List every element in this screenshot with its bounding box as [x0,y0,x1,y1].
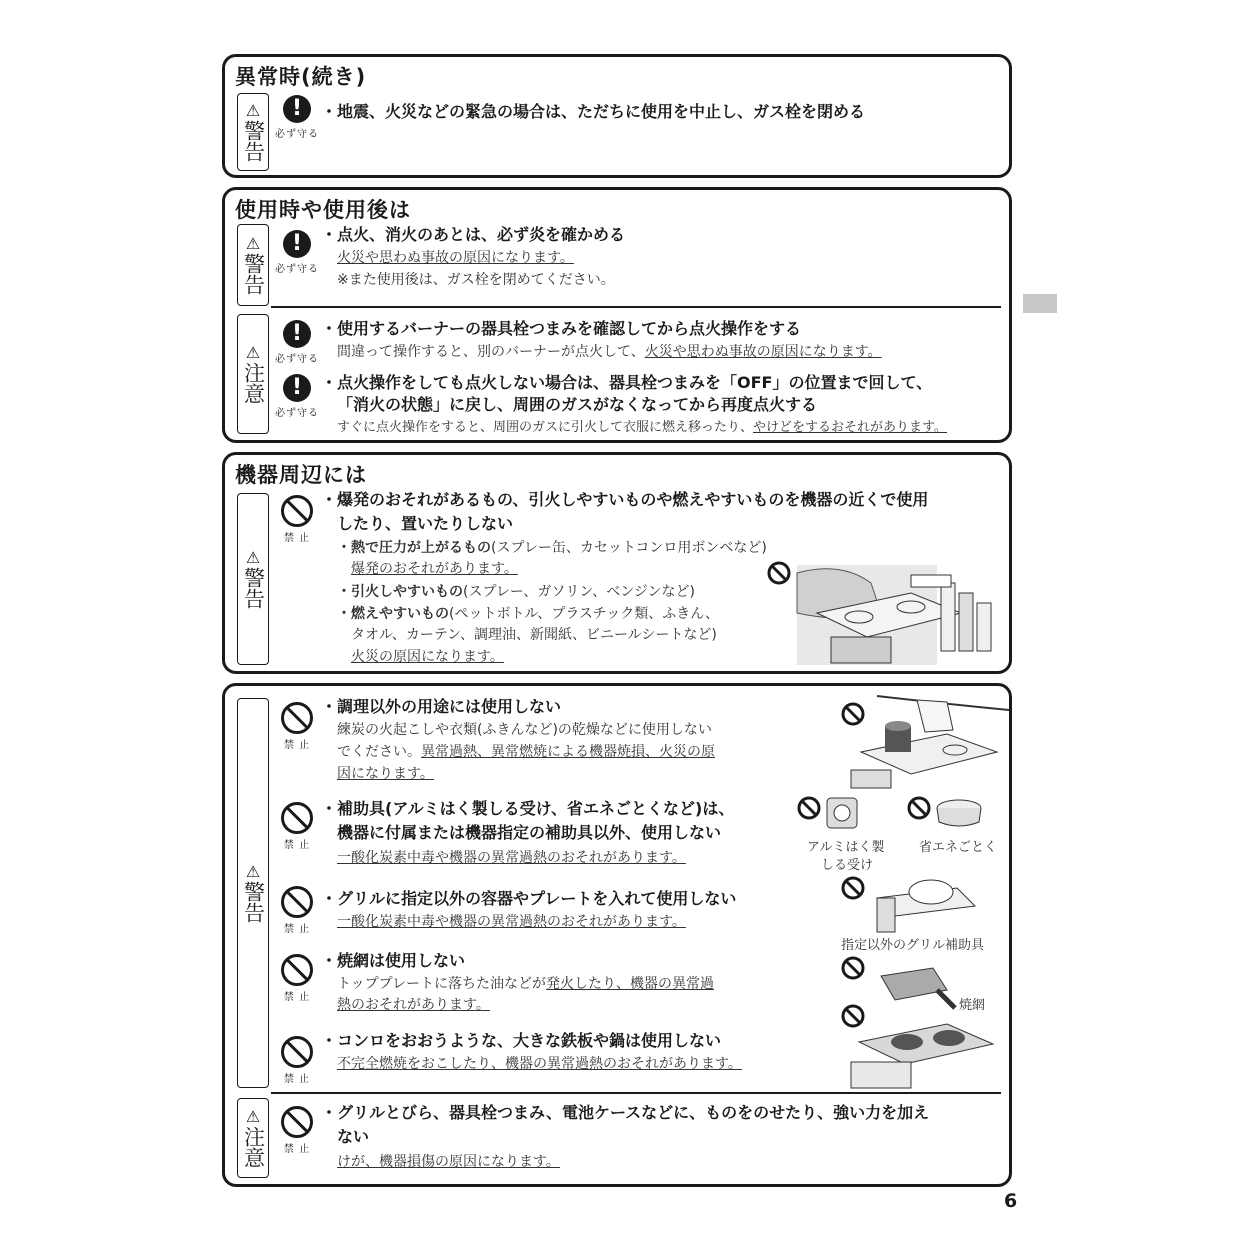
note-text: 間違って操作すると、別のバーナーが点火して、 [337,344,645,360]
note-underlined: 発火したり、機器の異常過 [546,976,715,992]
note-text: でください。 [337,744,421,760]
section-title: 使用時や使用後は [235,198,411,222]
caution-item-title: 「消火の状態」に戻し、周囲のガスがなくなってから再度点火する [337,395,818,414]
prohibit-icon [275,802,319,851]
abnormal-section [222,54,1012,178]
warning-item-note [337,974,714,995]
warning-item-title: ・点火、消火のあとは、必ず炎を確かめる [321,225,626,244]
usage-section [222,683,1012,1187]
prohibition-icon [281,954,313,986]
sub-item-bold: ・引火しやすいもの [337,584,463,600]
exclamation-circle-icon: ! [283,230,311,258]
warning-label [237,224,269,306]
warning-item-title: ・調理以外の用途には使用しない [321,697,562,716]
must-icon [275,95,319,140]
side-tab-marker [1023,294,1057,313]
icon-caption: 禁 止 [283,840,311,851]
warning-item-title: 機器に付属または機器指定の補助具以外、使用しない [337,823,722,842]
warning-label [237,493,269,665]
warning-triangle-icon: ⚠ [245,234,261,253]
note-underlined: 異常過熱、異常燃焼による機器焼損、火災の原 [421,744,715,760]
caution-label [237,314,269,434]
icon-caption: 禁 止 [283,740,311,751]
grill-accessory-illustration [837,876,977,938]
foil-tray-illustration [797,794,883,838]
icon-caption: 禁 止 [283,1074,311,1085]
must-icon [275,320,319,365]
sub-item-bold: ・燃えやすいもの [337,606,449,622]
caution-label-text: 注意 [241,362,266,404]
divider [271,306,1001,308]
warning-item-note: 一酸化炭素中毒や機器の異常過熱のおそれがあります。 [337,914,686,930]
prohibit-icon [275,954,319,1003]
exclamation-circle-icon: ! [283,320,311,348]
during-use-section [222,187,1012,443]
warning-label-text: 警告 [241,881,266,923]
warning-triangle-icon: ⚠ [245,862,261,881]
icon-caption: 禁 止 [283,924,311,935]
exclamation-circle-icon: ! [283,374,311,402]
caution-item-title: ・グリルとびら、器具栓つまみ、電池ケースなどに、ものをのせたり、強い力を加え [321,1103,930,1122]
warning-triangle-icon: ⚠ [245,548,261,567]
prohibit-icon [275,702,319,751]
stove-flammables-illustration [761,553,1009,673]
sub-item-text: タオル、カーテン、調理油、新聞紙、ビニールシートなど) [351,627,717,643]
prohibit-icon [275,495,319,544]
caution-item-title: ・点火操作をしても点火しない場合は、器具栓つまみを「OFF」の位置まで回して、 [321,373,933,392]
note-underlined: 火災や思わぬ事故の原因になります。 [644,344,882,360]
eco-trivet-illustration [907,794,997,834]
grill-accessory-caption: 指定以外のグリル補助具 [841,938,985,953]
warning-item-note [337,742,715,763]
warning-item-title: ・爆発のおそれがあるもの、引火しやすいものや燃えやすいものを機器の近くで使用 [321,490,929,509]
sub-item-note: 火災の原因になります。 [351,649,504,665]
prohibition-icon [281,1106,313,1138]
warning-item-title: ・コンロをおおうような、大きな鉄板や鍋は使用しない [321,1031,722,1050]
sub-item-note: 爆発のおそれがあります。 [351,561,518,577]
prohibition-icon [281,702,313,734]
caution-item-title: ない [337,1127,370,1146]
warning-triangle-icon: ⚠ [245,343,261,362]
sub-item-bold: ・熱で圧力が上がるもの [337,540,491,556]
large-pan-illustration [837,1004,997,1090]
warning-item-title: ・グリルに指定以外の容器やプレートを入れて使用しない [321,889,737,908]
warning-item-note: 熱のおそれがあります。 [337,997,490,1013]
prohibition-icon [281,802,313,834]
warning-triangle-icon: ⚠ [245,1107,261,1126]
warning-label-text: 警告 [241,120,266,162]
note-text: すぐに点火操作をすると、周囲のガスに引火して衣服に燃え移ったり、 [337,420,754,435]
sub-item-text: (スプレー缶、カセットコンロ用ボンベなど) [491,540,767,556]
foil-tray-caption: アルミはく製 [807,840,885,855]
section-title: 機器周辺には [235,463,367,487]
icon-caption: 必ず守る [275,264,319,275]
icon-caption: 必ず守る [275,354,319,365]
sub-item [337,582,695,603]
note-text: トッププレートに落ちた油などが [337,976,547,992]
must-icon [275,230,319,275]
icon-caption: 禁 止 [283,992,311,1003]
prohibit-icon [275,1106,319,1155]
sub-item [337,604,719,625]
section-title: 異常時(続き) [235,65,367,89]
caution-item-note [337,417,947,438]
icon-caption: 禁 止 [283,533,311,544]
warning-item-note: 不完全燃焼をおこしたり、機器の異常過熱のおそれがあります。 [337,1056,742,1072]
warning-triangle-icon: ⚠ [245,101,261,120]
warning-item-note: ※また使用後は、ガス栓を閉めてください。 [337,272,615,288]
caution-label [237,1098,269,1178]
warning-label [237,698,269,1088]
page-number: 6 [1004,1190,1018,1212]
icon-caption: 必ず守る [275,408,319,419]
sub-item-text: (ペットボトル、プラスチック類、ふきん、 [449,606,720,622]
prohibition-icon [281,495,313,527]
prohibition-icon [281,886,313,918]
warning-item-title: ・補助具(アルミはく製しる受け、省エネごとくなど)は、 [321,799,735,818]
warning-item-title: ・焼網は使用しない [321,951,466,970]
warning-label-text: 警告 [241,567,266,609]
warning-item-note: 火災や思わぬ事故の原因になります。 [337,250,574,266]
warning-item-note: 一酸化炭素中毒や機器の異常過熱のおそれがあります。 [337,850,686,866]
icon-caption: 禁 止 [283,1144,311,1155]
note-underlined: やけどをするおそれがあります。 [753,420,947,435]
caution-label-text: 注意 [241,1126,266,1168]
caution-item-note [337,342,882,363]
grill-net-caption: 焼網 [959,998,986,1013]
surroundings-section [222,452,1012,674]
prohibit-icon [275,1036,319,1085]
warning-label [237,93,269,171]
sub-item [337,538,767,559]
must-icon [275,374,319,419]
exclamation-circle-icon: ! [283,95,311,123]
charcoal-drying-illustration [837,690,1013,790]
warning-item: ・地震、火災などの緊急の場合は、ただちに使用を中止し、ガス栓を閉める [321,102,866,121]
foil-tray-caption: しる受け [821,858,874,873]
warning-label-text: 警告 [241,253,266,295]
icon-caption: 必ず守る [275,129,319,140]
sub-item-text: (スプレー、ガソリン、ベンジンなど) [463,584,695,600]
warning-item-title: したり、置いたりしない [337,514,514,533]
eco-trivet-caption: 省エネごとく [919,840,998,855]
prohibition-icon [281,1036,313,1068]
prohibit-icon [275,886,319,935]
warning-item-note: 因になります。 [337,766,434,782]
warning-item-note: 練炭の火起こしや衣類(ふきんなど)の乾燥などに使用しない [337,722,712,738]
caution-item-note: けが、機器損傷の原因になります。 [337,1154,560,1170]
divider [271,1092,1001,1094]
caution-item-title: ・使用するバーナーの器具栓つまみを確認してから点火操作をする [321,319,802,338]
